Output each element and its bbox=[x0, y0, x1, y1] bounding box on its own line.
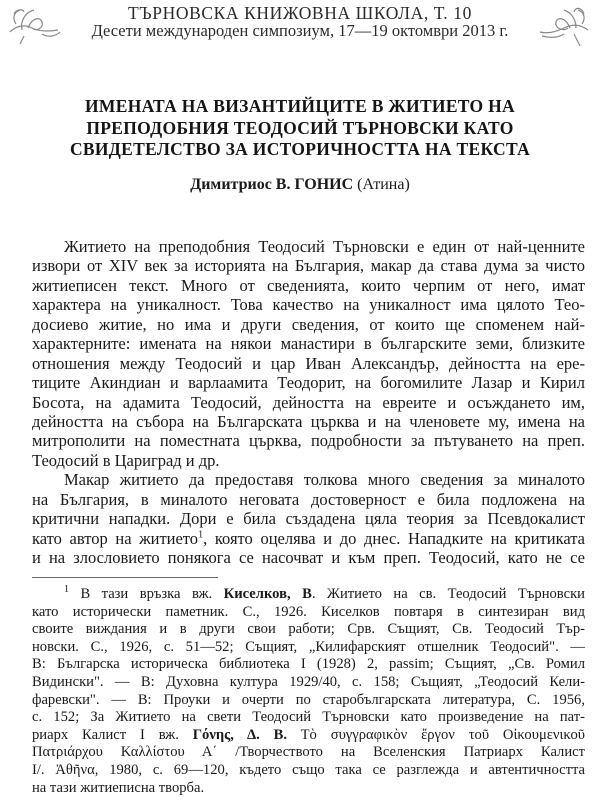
footnote-separator bbox=[32, 577, 218, 578]
body-line: Макар житието да предоставя толкова много сведения за миналото bbox=[64, 470, 585, 490]
footnote-line: своите виждания и в други свои работи; Срв. Същият, Св. Теодосий Тър- bbox=[32, 621, 585, 638]
body-line: критични нападки. Дори е била създадена цяла теория за Псевдокалист bbox=[32, 509, 585, 529]
body-line: отношения между Теодосий и цар Иван Александър, дейността на ере- bbox=[32, 353, 585, 373]
article-body bbox=[32, 237, 585, 567]
footnote-line: риарх Калист I вж. Γόνης, Δ. Β. Τὸ συγγραφικὸν ἔργον τοῦ Οἰκουμενικοῦ bbox=[32, 726, 585, 743]
body-line: характерните: имената на някои манастири в българските земи, близките bbox=[32, 334, 585, 354]
body-line: Босота, на адамита Теодосий, дейността на евреите и осъждането им, bbox=[32, 392, 585, 412]
footnote-line: фаревски". — В: Проуки и очерти по старобългарската литература, С. 1956, bbox=[32, 691, 585, 708]
article-title-line: ИМЕНАТА НА ВИЗАНТИЙЦИТЕ В ЖИТИЕТО НА bbox=[85, 96, 515, 116]
footnote-line: Видински". — В: Духовна култура 1929/40, с. 158; Същият, „Теодосий Кели- bbox=[32, 673, 585, 690]
footnote-line: $^1$ В тази връзка вж. Киселков, В. Житието на св. Теодосий Търновски bbox=[64, 584, 585, 602]
footnote-line: на тази житиеписна творба. bbox=[32, 779, 205, 796]
footnote-reference[interactable]: 1 bbox=[198, 529, 204, 541]
author-line bbox=[0, 175, 600, 195]
body-line bbox=[32, 529, 585, 548]
body-line: дейността на събора на Българската църква и на членовете му, имена на bbox=[32, 411, 585, 431]
body-line-text: като автор на житието bbox=[32, 528, 199, 548]
body-line: и на злословието понякога се насочват и към преп. Теодосий, като не се bbox=[32, 548, 585, 567]
body-line: митрополити на поместната църква, подробности за пътуването на преп. bbox=[32, 431, 585, 451]
author-name: Димитриос В. ГОНИС bbox=[190, 176, 354, 193]
body-line: характера на уникалност. Това качество на уникалност има цялото Тео- bbox=[32, 295, 585, 315]
floral-ornament-icon bbox=[536, 2, 598, 48]
author-affiliation: (Атина) bbox=[357, 176, 410, 193]
body-line: Житието на преподобния Теодосий Търновски е един от най-ценните bbox=[64, 237, 585, 256]
symposium-line: Десети международен симпозиум, 17—19 октомври 2013 г. bbox=[91, 21, 509, 40]
footnote-line: Πατριάρχου Καλλίστου Α΄ /Творчеството на Вселенския Патриарх Калист bbox=[32, 744, 585, 761]
body-line-text: , която оцелява и до днес. Нападките на критиката bbox=[203, 528, 585, 548]
body-line: житиеписен текст. Много от сведенията, които черпим от него, имат bbox=[32, 275, 585, 295]
footnote-line: с. 152; За Житието на свети Теодосий Търновски като произведение на пат- bbox=[32, 709, 585, 726]
footnote-line: новски. С., 1926, с. 51—52; Същият, „Килифарският отшелник Теодосий". — bbox=[32, 638, 585, 655]
footnote-number: 1 bbox=[64, 584, 69, 596]
article-title bbox=[30, 96, 570, 161]
body-line: на България, в миналото неговата достоверност е била подложена на bbox=[32, 489, 585, 509]
body-line: извори от XIV век за историята на България, макар да става дума за чисто bbox=[32, 256, 585, 276]
footnote-line: I/. Ἀθῆνα, 1980, с. 69—120, където също така се разглежда и автентичността bbox=[32, 761, 585, 778]
body-line: досиево житие, но има и други сведения, от които ще споменем най- bbox=[32, 314, 585, 334]
journal-series-title: ТЪРНОВСКА КНИЖОВНА ШКОЛА, Т. 10 bbox=[128, 3, 472, 23]
body-line: Теодосий в Цариград и др. bbox=[32, 450, 220, 470]
footnote bbox=[32, 586, 585, 797]
body-line: тиците Акиндиан и варлаамита Теодорит, на богомилите Лазар и Кирил bbox=[32, 373, 585, 393]
footnote-line: В: Българска историческа библиотека I (1928) 2, passim; Същият, „Св. Ромил bbox=[32, 656, 585, 673]
article-title-line: ПРЕПОДОБНИЯ ТЕОДОСИЙ ТЪРНОВСКИ КАТО bbox=[86, 117, 514, 138]
footnote-line: като исторически паметник. С., 1926. Киселков повтаря в синтезиран вид bbox=[32, 603, 585, 620]
article-title-line: СВИДЕТЕЛСТВО ЗА ИСТОРИЧНОСТТА НА ТЕКСТА bbox=[69, 139, 531, 159]
